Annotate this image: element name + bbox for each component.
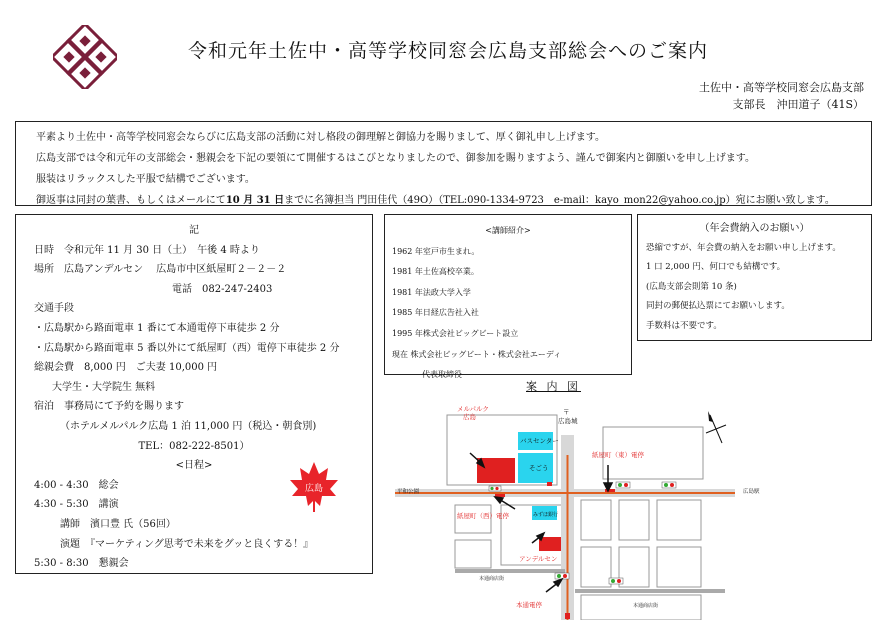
mizuho-label: みずほ銀行	[533, 512, 559, 518]
bio-item: 代表取締役	[422, 370, 462, 380]
kamiyacho-west-label: 紙屋町（西）電停	[457, 512, 509, 520]
school-crest-logo	[53, 25, 117, 89]
details-heading: 記	[189, 225, 199, 236]
bio-item: 1995 年株式会社ビッグビート設立	[392, 328, 519, 338]
hondori-stop-label: 本通電停	[516, 601, 542, 609]
intro-reply-line: 御返事は同封の葉書、もしくはメールにて10 月 31 日までに名簿担当 門田佳代（49O）（TEL:090-1334-9723 e-mail：kayo_mon22@yahoo.co.jp）宛にお願い致します。	[36, 195, 835, 206]
hondori-street-label: 本通商店街	[479, 576, 505, 582]
schedule-heading: <日程>	[175, 460, 213, 472]
hondori-street-label: 本通商店街	[633, 603, 659, 609]
bio-item: 1985 年日経広告社入社	[392, 308, 479, 318]
map-title: 案 内 図	[526, 380, 581, 393]
schedule-item: 4:30 - 5:30 講演	[34, 499, 119, 511]
fee-item: 手数料は不要です。	[646, 320, 722, 331]
intro-box	[15, 121, 872, 206]
andersen-label: アンデルセン	[519, 555, 558, 563]
castle-label: 広島城	[558, 417, 578, 425]
north-compass-icon	[706, 411, 726, 443]
andersen-building	[539, 537, 561, 551]
student-fee: 大学生・大学院生 無料	[52, 381, 156, 393]
bio-item: 1981 年土佐高校卒業。	[392, 267, 479, 277]
event-fee: 総親会費 8,000 円 ご夫妻 10,000 円	[34, 362, 218, 374]
event-datetime: 日時 令和元年 11 月 30 日（土） 午後 4 時より	[34, 244, 260, 256]
fee-item: 1 口 2,000 円、何口でも結構です。	[646, 262, 786, 272]
schedule-item: 4:00 - 4:30 総会	[34, 479, 119, 491]
organization-name: 土佐中・高等学校同窓会広島支部	[699, 81, 864, 94]
branch-representative: 支部長 沖田道子（41S）	[732, 98, 864, 111]
intro-line: 服装はリラックスした平服で結構でございます。	[36, 174, 255, 185]
kamiyacho-east-label: 紙屋町（東）電停	[592, 451, 644, 459]
transport-route: ・広島駅から路面電車 5 番以外にて紙屋町（西）電停下車徒歩 2 分	[34, 342, 340, 354]
bus-center-label: バスセンター	[520, 437, 559, 445]
access-map	[395, 395, 790, 620]
intro-line: 広島支部では令和元年の支部総会・懇親会を下記の要領にて開催するはこびとなりましたので、御参加を賜りますよう、謹んで御案内と御願いを申し上げます。	[36, 153, 755, 164]
lodging-info: 宿泊 事務局にて予約を賜ります	[34, 401, 184, 413]
fee-heading: （年会費納入のお願い）	[699, 223, 810, 234]
heiwa-park-label: 平和公園	[397, 489, 420, 495]
page-title: 令和元年土佐中・高等学校同窓会広島支部総会へのご案内	[188, 40, 709, 62]
reply-deadline: 10 月 31 日	[225, 195, 285, 206]
event-phone: 電話 082-247-2403	[172, 283, 273, 295]
melparque-label: メルパルク	[457, 405, 489, 413]
event-place: 場所 広島アンデルセン 広島市中区紙屋町２－２－２	[34, 264, 287, 276]
sogo-label: そごう	[529, 464, 549, 472]
bio-item: 現在 株式会社ビッグビート・株式会社エーディ	[392, 349, 562, 359]
transport-label: 交通手段	[34, 303, 74, 315]
melparque-label-2: 広島	[463, 413, 476, 421]
bio-item: 1981 年法政大学入学	[392, 287, 471, 297]
transport-route: ・広島駅から路面電車 1 番にて本通電停下車徒歩 2 分	[34, 322, 280, 334]
hiroshima-station-label: 広島駅	[743, 489, 760, 495]
maple-leaf-icon	[288, 460, 340, 514]
speaker-bio-box	[384, 214, 632, 380]
leaf-label: 広島	[304, 484, 324, 494]
bio-heading: <講師紹介>	[485, 226, 531, 235]
fee-item: (広島支部会則第 10 条)	[646, 281, 737, 292]
schedule-item: 5:30 - 8:30 懇親会	[34, 558, 129, 570]
hotel-info: （ホテルメルパルク広島 1 泊 11,000 円（税込・朝食別)	[60, 420, 317, 432]
fee-item: 恐縮ですが、年会費の納入をお願い申し上げます。	[646, 242, 841, 253]
annual-fee-box	[637, 214, 872, 341]
castle-mark: 〒	[563, 408, 570, 416]
fee-item: 同封の郵便払込票にてお願いします。	[646, 301, 790, 311]
bio-item: 1962 年室戸市生まれ。	[392, 246, 480, 256]
lecture-speaker: 講師 濱口豊 氏（56回）	[60, 518, 176, 530]
event-details-box	[15, 214, 373, 574]
lecture-topic: 演題 『マーケティング思考で未来をグッと良くする！』	[60, 538, 314, 550]
hotel-phone: TEL：082-222-8501）	[138, 440, 250, 452]
intro-line: 平素より土佐中・高等学校同窓会ならびに広島支部の活動に対し格段の御理解と御協力を賜りまして、厚く御礼申し上げます。	[36, 132, 605, 143]
